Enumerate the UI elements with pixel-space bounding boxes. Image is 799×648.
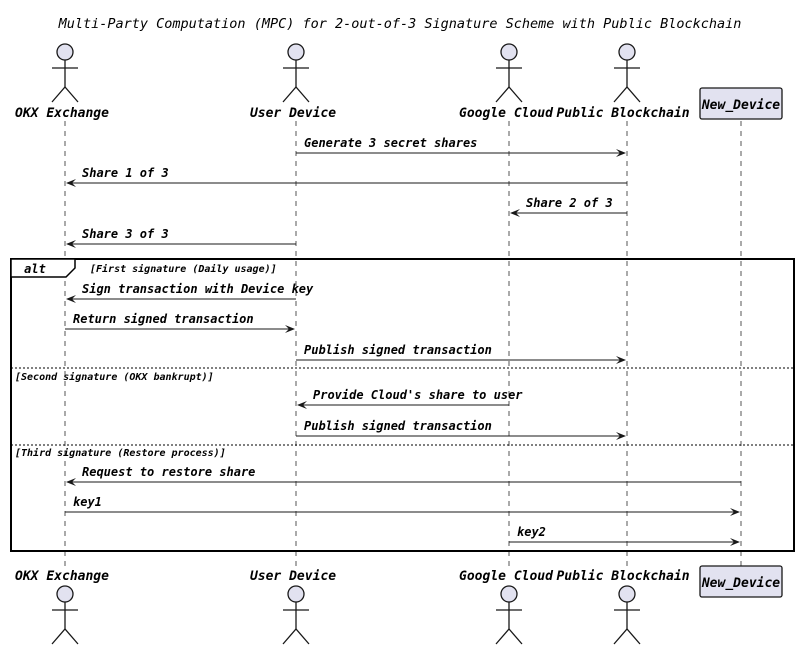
actor-head-google-bottom	[501, 586, 517, 602]
participant-label: Public Blockchain	[556, 569, 690, 584]
message	[296, 136, 626, 157]
message	[65, 312, 295, 333]
message-label: Provide Cloud's share to user	[313, 388, 523, 402]
actor-head-user-bottom	[288, 586, 304, 602]
diagram-title: Multi-Party Computation (MPC) for 2-out-of-3 Signature Scheme with Public Blockchain	[58, 16, 742, 32]
participant-label: Public Blockchain	[556, 106, 690, 121]
participant-user-top	[250, 44, 336, 121]
message-label: Generate 3 secret shares	[304, 136, 478, 150]
message	[65, 495, 740, 516]
actor-legs-user-bottom	[283, 629, 309, 644]
participant-label: New_Device	[701, 576, 781, 591]
participant-newdev-top	[700, 88, 782, 119]
message	[66, 282, 314, 303]
alt-condition: [Second signature (OKX bankrupt)]	[15, 372, 214, 383]
participant-label: New_Device	[701, 98, 781, 113]
message	[66, 227, 296, 248]
alt-condition: [Third signature (Restore process)]	[15, 448, 226, 459]
message-label: Request to restore share	[82, 465, 256, 479]
message	[296, 343, 626, 364]
actor-head-okx-top	[57, 44, 73, 60]
actor-head-okx-bottom	[57, 586, 73, 602]
actor-legs-chain-top	[614, 87, 640, 102]
alt-label: alt	[24, 262, 46, 276]
message-label: key1	[73, 495, 102, 509]
message	[296, 419, 626, 440]
participant-newdev-bottom	[700, 566, 782, 597]
participant-chain-bottom	[556, 569, 689, 644]
actor-head-user-top	[288, 44, 304, 60]
actor-legs-google-top	[496, 87, 522, 102]
message-label: Share 3 of 3	[82, 227, 169, 241]
message	[66, 166, 627, 187]
participant-label: Google Cloud	[459, 106, 553, 121]
participant-okx-bottom	[15, 569, 109, 644]
message	[509, 525, 740, 546]
actor-head-chain-top	[619, 44, 635, 60]
participant-google-bottom	[459, 569, 554, 644]
participant-okx-top	[15, 44, 109, 121]
message-label: Share 1 of 3	[82, 166, 169, 180]
messages	[65, 136, 741, 546]
actor-head-google-top	[501, 44, 517, 60]
participant-chain-top	[556, 44, 689, 121]
participant-label: User Device	[249, 569, 337, 584]
participant-label: OKX Exchange	[15, 569, 109, 584]
actor-legs-user-top	[283, 87, 309, 102]
message	[66, 465, 741, 486]
participant-user-bottom	[250, 569, 336, 644]
actor-legs-google-bottom	[496, 629, 522, 644]
message-label: Sign transaction with Device key	[82, 282, 314, 296]
actor-legs-chain-bottom	[614, 629, 640, 644]
message	[510, 196, 627, 217]
participant-label: OKX Exchange	[15, 106, 109, 121]
participant-google-top	[459, 44, 554, 121]
message-label: Publish signed transaction	[304, 343, 492, 357]
actor-head-chain-bottom	[619, 586, 635, 602]
message-label: Return signed transaction	[73, 312, 254, 326]
actor-legs-okx-bottom	[52, 629, 78, 644]
participant-label: Google Cloud	[459, 569, 553, 584]
alt-condition: [First signature (Daily usage)]	[90, 264, 277, 275]
message-label: key2	[517, 525, 546, 539]
actor-legs-okx-top	[52, 87, 78, 102]
participant-label: User Device	[249, 106, 337, 121]
message-label: Publish signed transaction	[304, 419, 492, 433]
message	[297, 388, 523, 409]
message-label: Share 2 of 3	[526, 196, 613, 210]
